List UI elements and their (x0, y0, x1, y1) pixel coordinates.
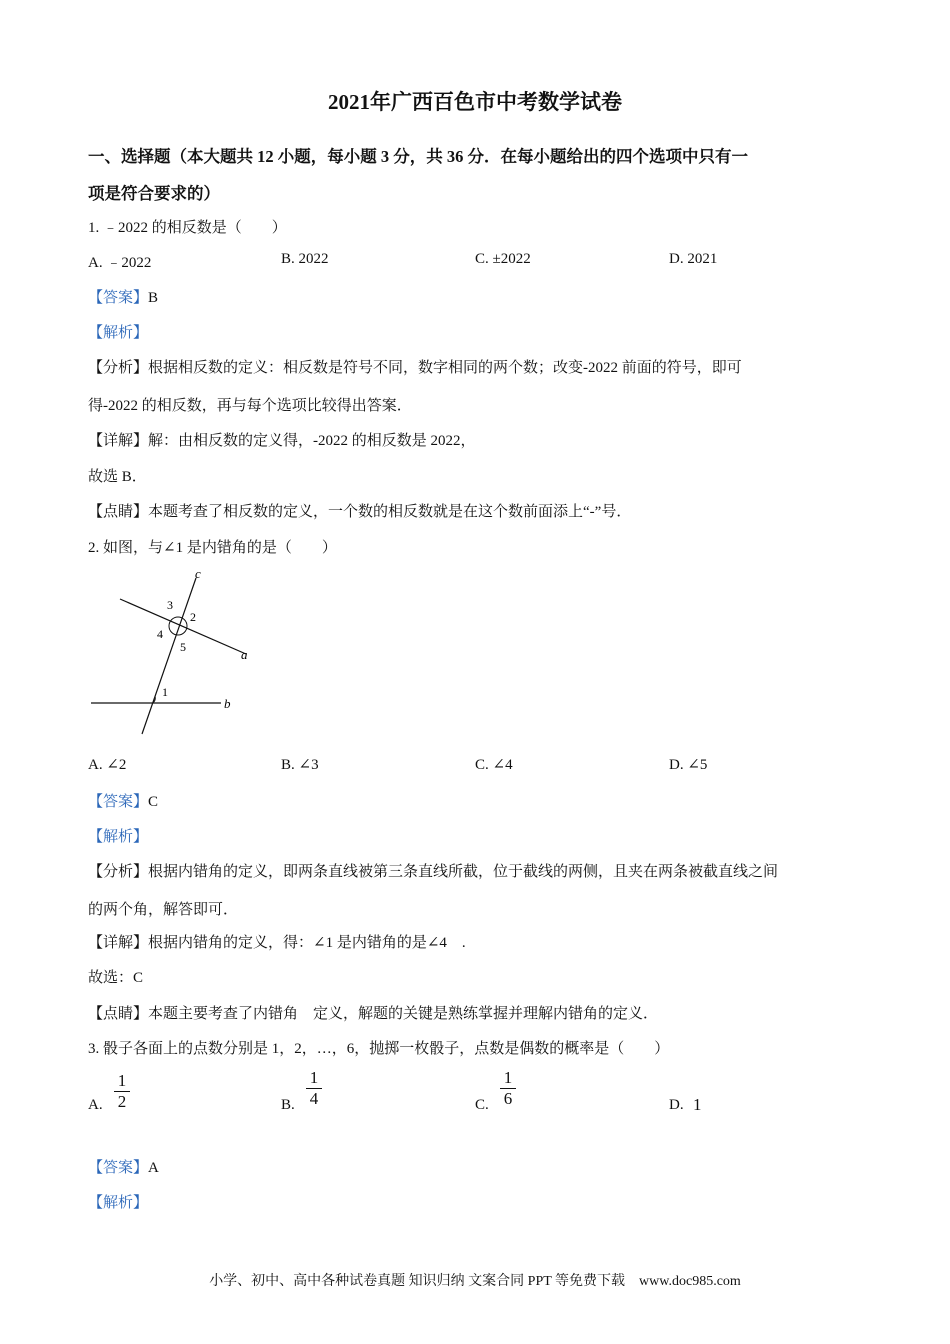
q3-analysis-label: 【解析】 (88, 1195, 149, 1211)
numerator: 1 (309, 1068, 319, 1087)
q1-option-a: A. ﹣2022 (88, 255, 152, 271)
angle-marks-circle (169, 617, 187, 635)
q2-fenxi-line1: 【分析】根据内错角的定义，即两条直线被第三条直线所截，位于截线的两侧，且夹在两条被截直线之间 (88, 864, 779, 880)
q1-option-c: C. ±2022 (475, 251, 531, 267)
q3-answer-row (88, 1156, 159, 1177)
q1-answer: B (148, 290, 159, 306)
q2-option-a: A. ∠2 (88, 757, 127, 773)
denominator: 2 (117, 1092, 127, 1111)
q3-option-a-fraction (114, 1072, 130, 1111)
denominator: 6 (503, 1089, 513, 1108)
q1-fenxi-line1: 【分析】根据相反数的定义：相反数是符号不同，数字相同的两个数；改变-2022 前面的符号，即可 (88, 360, 742, 376)
label-2: 2 (190, 610, 196, 624)
q1-option-d: D. 2021 (669, 251, 718, 267)
answer-label: 【答案】 (88, 1160, 149, 1176)
denominator: 4 (309, 1089, 319, 1108)
section-heading-line2: 项是符合要求的） (88, 184, 220, 203)
page-title: 2021年广西百色市中考数学试卷 (328, 90, 622, 114)
q1-xiangjie: 【详解】解：由相反数的定义得，-2022 的相反数是 2022， (88, 433, 476, 449)
q2-fenxi-line2: 的两个角，解答即可． (88, 902, 239, 918)
label-a: a (241, 647, 248, 662)
q1-analysis-label: 【解析】 (88, 325, 149, 341)
label-5: 5 (180, 640, 186, 654)
q1-stem: 1. ﹣2022 的相反数是（ ） (88, 220, 287, 236)
q3-option-a-letter: A. (88, 1097, 103, 1113)
label-3: 3 (167, 598, 173, 612)
q2-xiangjie: 【详解】根据内错角的定义，得：∠1 是内错角的是∠4 . (88, 935, 466, 951)
q3-option-d-letter: D. (669, 1097, 684, 1113)
q3-answer: A (148, 1160, 159, 1176)
q1-dianjing: 【点睛】本题考查了相反数的定义，一个数的相反数就是在这个数前面添上“-”号． (88, 504, 632, 520)
q2-figure (84, 562, 254, 740)
q2-option-c: C. ∠4 (475, 757, 513, 773)
answer-label: 【答案】 (88, 290, 149, 306)
numerator: 1 (117, 1071, 127, 1090)
label-b: b (224, 696, 231, 711)
q3-option-b-fraction (306, 1069, 322, 1108)
q3-option-b-letter: B. (281, 1097, 295, 1113)
q2-guxuan: 故选：C (88, 970, 144, 986)
q2-analysis-label: 【解析】 (88, 829, 149, 845)
page-footer: 小学、初中、高中各种试卷真题 知识归纳 文案合同 PPT 等免费下载 www.doc985.com (209, 1274, 741, 1289)
q3-option-c-fraction (500, 1069, 516, 1108)
q2-answer: C (148, 794, 159, 810)
q1-answer-row (88, 286, 158, 307)
answer-label: 【答案】 (88, 794, 149, 810)
section-heading-line1: 一、选择题（本大题共 12 小题，每小题 3 分，共 36 分．在每小题给出的四个选项中只有一 (88, 147, 748, 166)
q1-guxuan: 故选 B． (88, 469, 147, 485)
q2-answer-row (88, 790, 158, 811)
label-c: c (195, 566, 201, 581)
q2-option-d: D. ∠5 (669, 757, 708, 773)
label-1: 1 (162, 685, 168, 699)
q1-fenxi-line2: 得-2022 的相反数，再与每个选项比较得出答案． (88, 398, 412, 414)
q3-option-d-value: 1 (693, 1095, 702, 1114)
q2-stem: 2. 如图，与∠1 是内错角的是（ ） (88, 540, 337, 556)
q2-option-b: B. ∠3 (281, 757, 319, 773)
q3-stem: 3. 骰子各面上的点数分别是 1，2，…，6，抛掷一枚骰子，点数是偶数的概率是（ ） (88, 1041, 670, 1057)
label-4: 4 (157, 627, 163, 641)
q2-dianjing: 【点睛】本题主要考查了内错角 定义，解题的关键是熟练掌握并理解内错角的定义． (88, 1006, 659, 1022)
q3-option-c-letter: C. (475, 1097, 489, 1113)
numerator: 1 (503, 1068, 513, 1087)
q1-option-b: B. 2022 (281, 251, 329, 267)
